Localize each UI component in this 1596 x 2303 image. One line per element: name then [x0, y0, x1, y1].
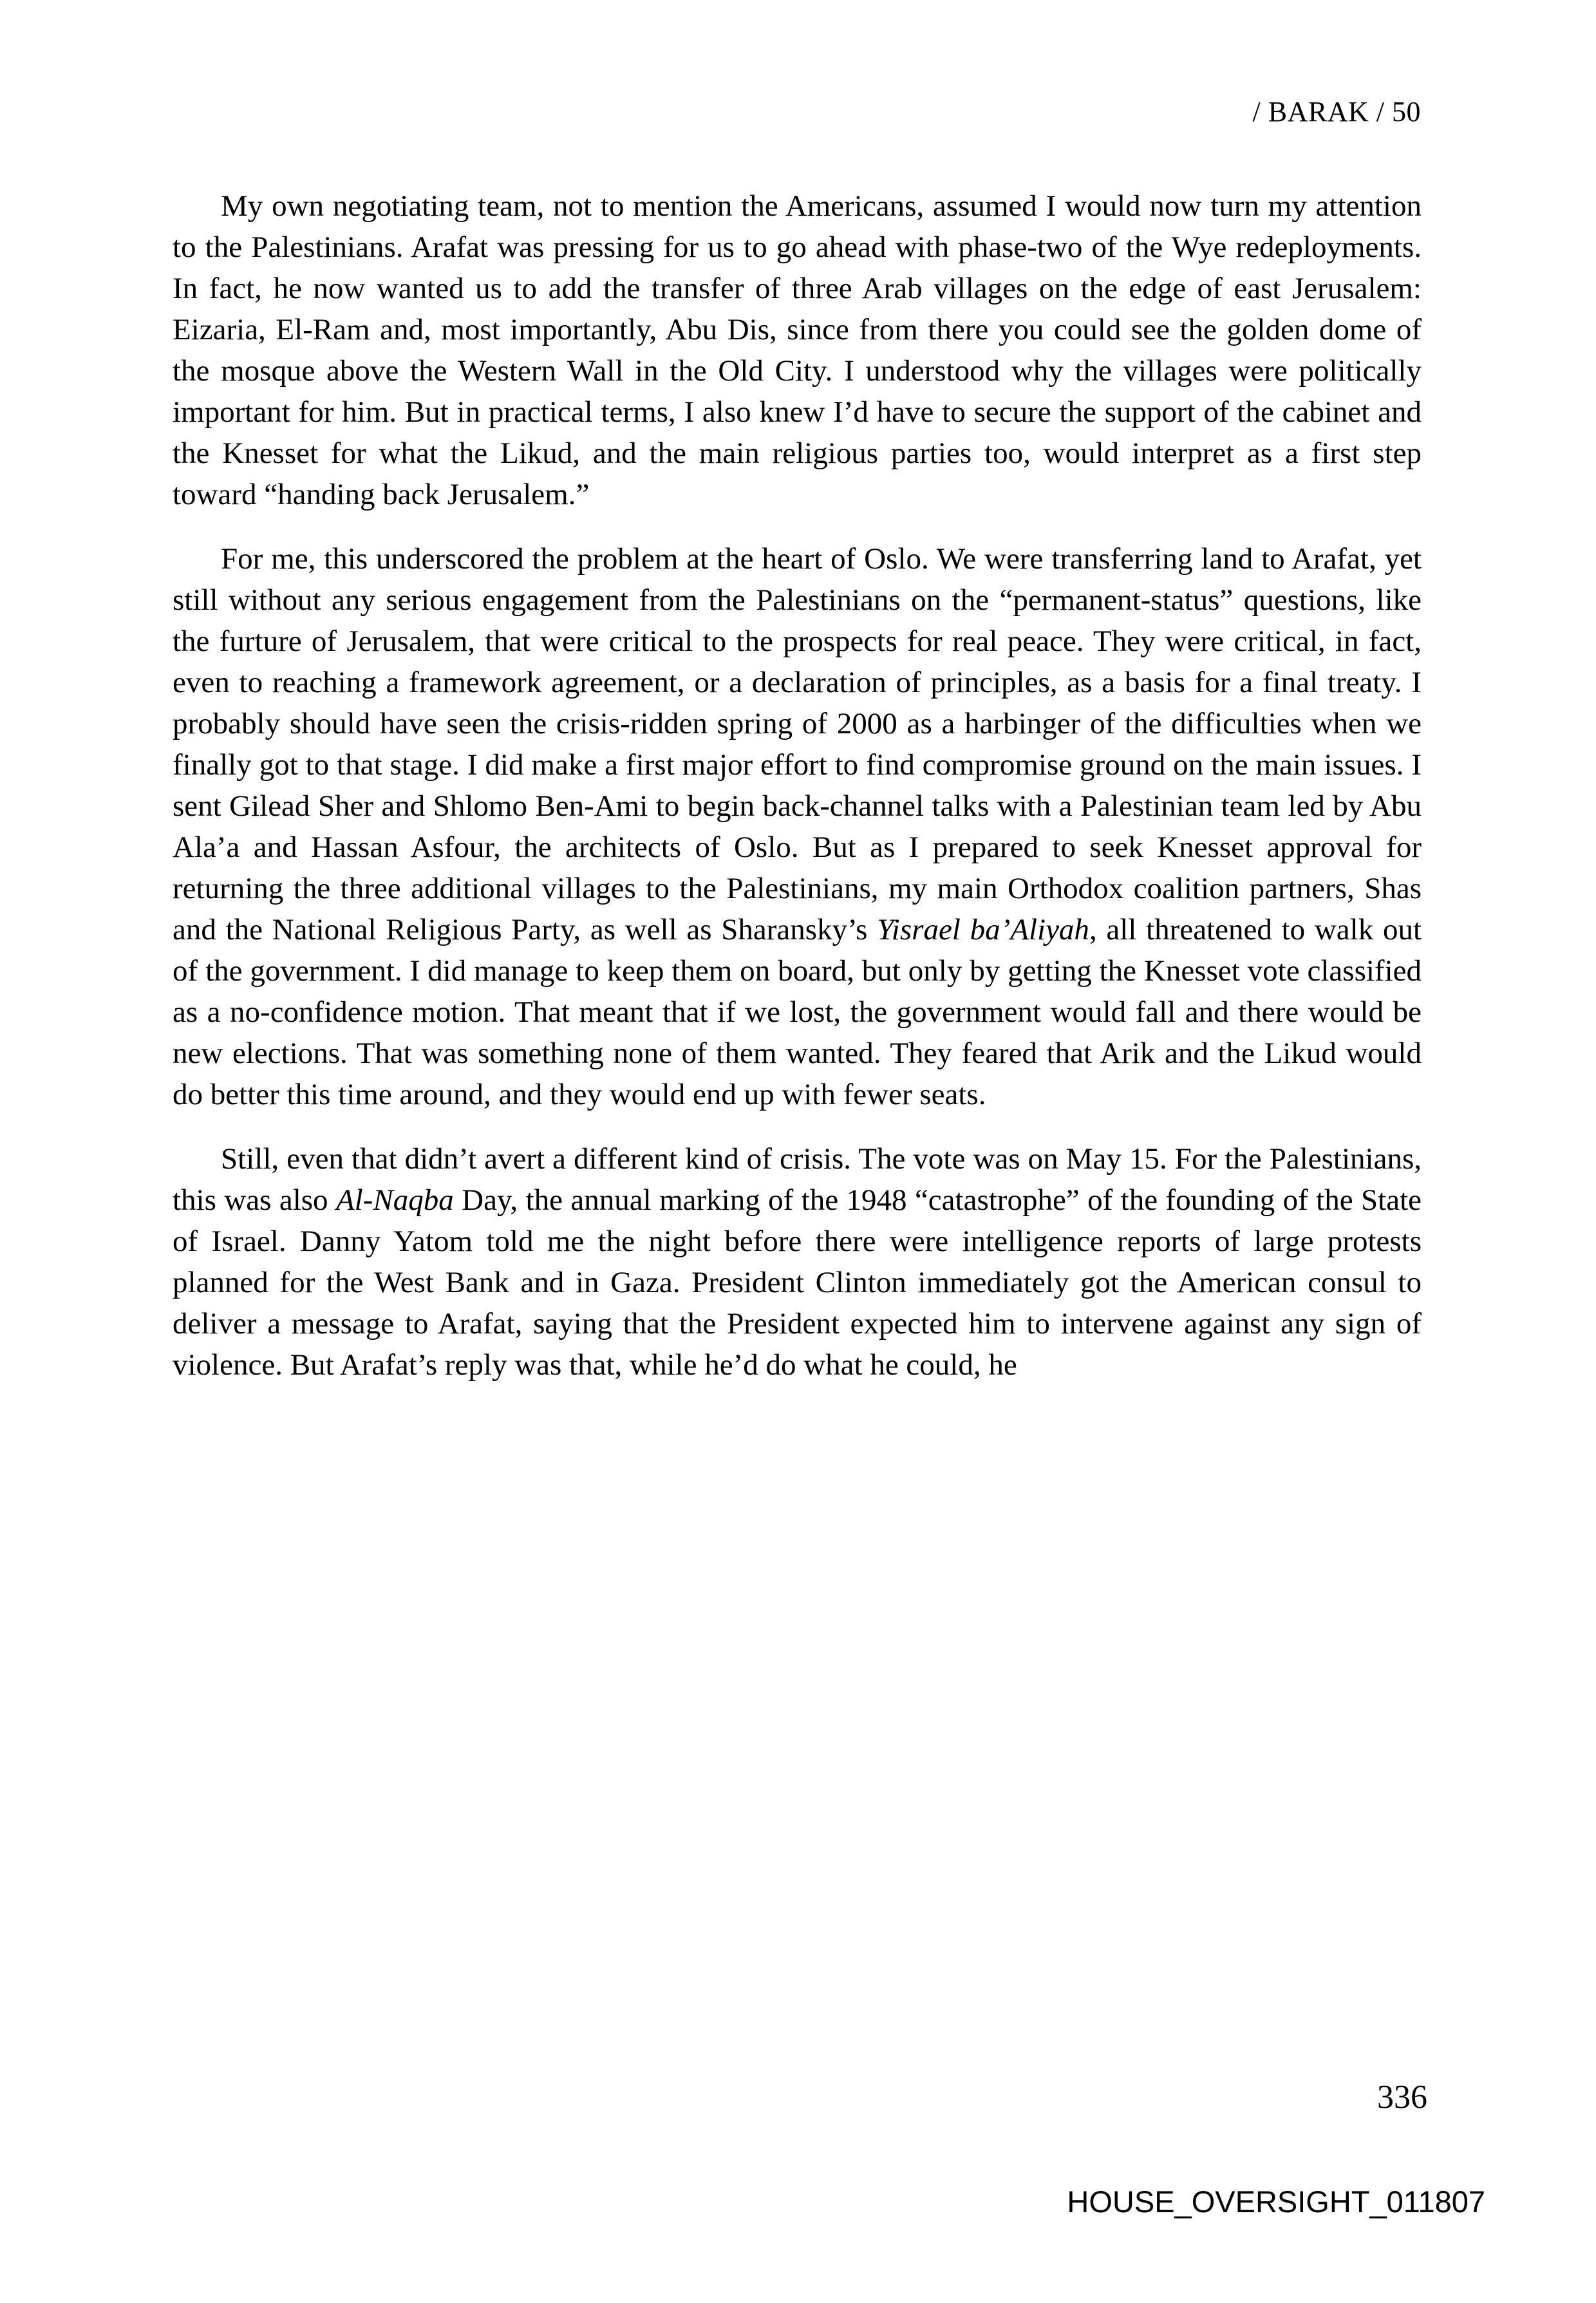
paragraph-3 — [173, 1138, 1422, 1386]
paragraph-2 — [173, 538, 1422, 1115]
italic-text-run: Yisrael ba’Aliyah — [877, 913, 1089, 946]
body-text — [173, 185, 1422, 1409]
text-run: Day, the annual marking of the 1948 “catastrophe” of the founding of the State of Israel. Danny Yatom told me the night before there were intelligence reports of large protests planned for the West Bank and in Gaza. President Clinton immediately got the American consul to deliver a message to Arafat, saying that the President expected him to intervene against any sign of violence. But Arafat’s reply was that, while he’d do what he could, he — [173, 1183, 1422, 1382]
text-run: My own negotiating team, not to mention the Americans, assumed I would now turn my attention to the Palestinians. Arafat was pressing for us to go ahead with phase-two of the Wye redeployments. In fact, he now wanted us to add the transfer of three Arab villages on the edge of east Jerusalem: Eizaria, El-Ram and, most importantly, Abu Dis, since from there you could see the golden dome of the mosque above the Western Wall in the Old City. I understood why the villages were politically important for him. But in practical terms, I also knew I’d have to secure the support of the cabinet and the Knesset for what the Likud, and the main religious parties too, would interpret as a first step toward “handing back Jerusalem.” — [173, 189, 1422, 511]
paragraph-1 — [173, 185, 1422, 515]
running-header: / BARAK / 50 — [1252, 96, 1421, 127]
text-run: Still, even that didn’t avert a different kind of crisis. The vote was on May 15. For the Palestinians, this was also — [173, 1142, 1422, 1217]
text-run: , all threatened to walk out of the government. I did manage to keep them on board, but only by getting the Knesset vote classified as a no-confidence motion. That meant that if we lost, the government would fall and there would be new elections. That was something none of them wanted. They feared that Arik and the Likud would do better this time around, and they would end up with fewer seats. — [173, 913, 1422, 1111]
italic-text-run: Al-Naqba — [335, 1183, 454, 1217]
bates-stamp: HOUSE_OVERSIGHT_011807 — [1067, 2185, 1485, 2219]
text-run: For me, this underscored the problem at the heart of Oslo. We were transferring land to Arafat, yet still without any serious engagement from the Palestinians on the “permanent-status” questions, like the furture of Jerusalem, that were critical to the prospects for real peace. They were critical, in fact, even to reaching a framework agreement, or a declaration of principles, as a basis for a final treaty. I probably should have seen the crisis-ridden spring of 2000 as a harbinger of the difficulties when we finally got to that stage. I did make a first major effort to find compromise ground on the main issues. I sent Gilead Sher and Shlomo Ben-Ami to begin back-channel talks with a Palestinian team led by Abu Ala’a and Hassan Asfour, the architects of Oslo. But as I prepared to seek Knesset approval for returning the three additional villages to the Palestinians, my main Orthodox coalition partners, Shas and the National Religious Party, as well as Sharansky’s — [173, 542, 1422, 946]
page-number: 336 — [1377, 2079, 1427, 2116]
